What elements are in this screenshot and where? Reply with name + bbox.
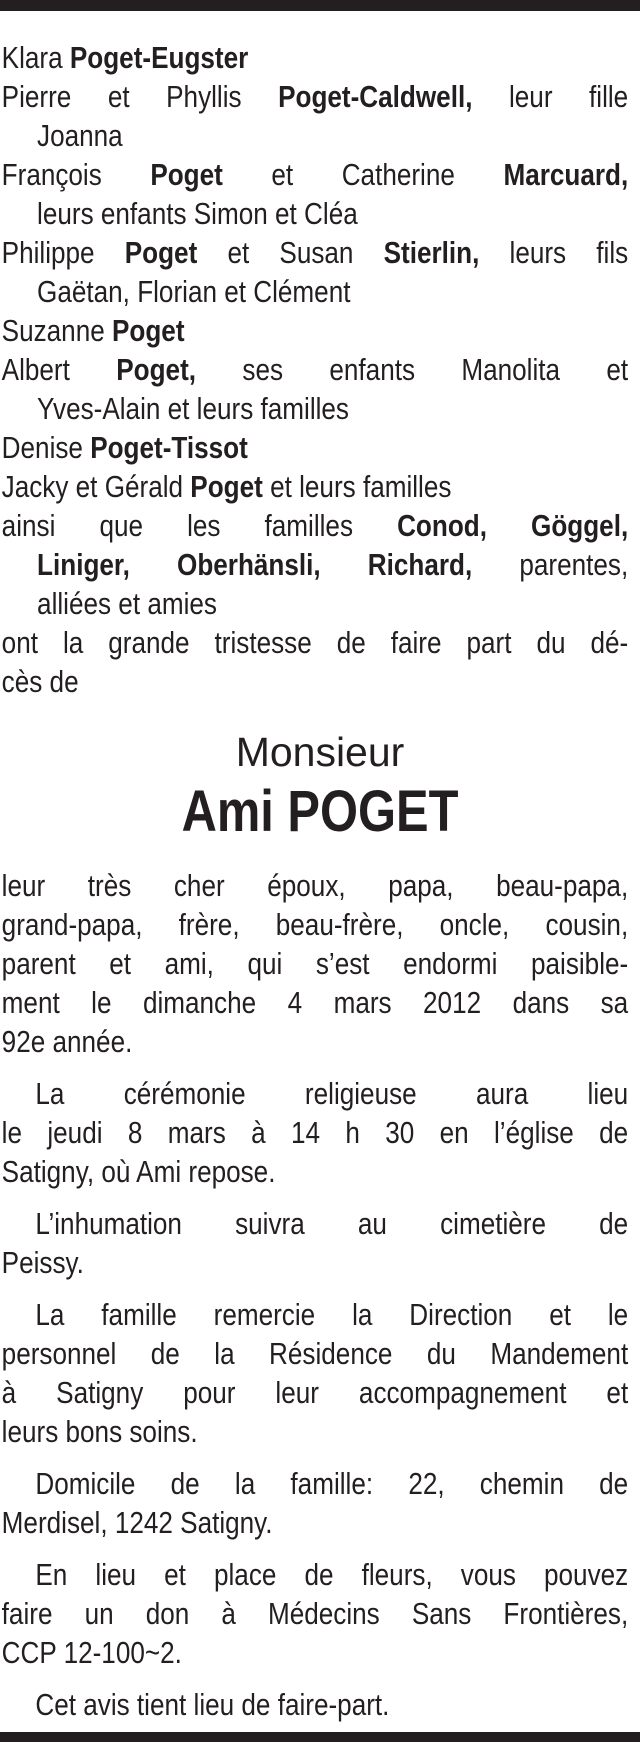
family-line: [2, 155, 629, 194]
name-text: ses enfants Manolita et: [196, 352, 629, 387]
family-line: [2, 545, 629, 584]
surname-bold: Stierlin,: [383, 235, 480, 270]
notice-body: [0, 866, 640, 1724]
name-text: alliées et amies: [37, 586, 217, 621]
body-paragraph: [2, 1685, 629, 1724]
surname-bold: Poget-Tissot: [90, 430, 248, 465]
surname-bold: Marcuard,: [503, 157, 629, 192]
text-line: faire un don à Médecins Sans Frontières,: [1, 1596, 629, 1631]
family-line: [2, 389, 629, 428]
text-line: le jeudi 8 mars à 14 h 30 en l’église de: [1, 1115, 629, 1150]
name-text: Jacky et Gérald: [1, 469, 191, 504]
name-text: Suzanne: [1, 313, 112, 348]
name-text: Yves-Alain et leurs familles: [37, 391, 349, 426]
name-text: Denise: [1, 430, 91, 465]
body-paragraph: [2, 1204, 629, 1282]
family-line: [2, 506, 629, 545]
family-line: [2, 77, 629, 116]
family-line: [2, 428, 629, 467]
name-text: Pierre et Phyllis: [1, 79, 279, 114]
text-line: Satigny, où Ami repose.: [1, 1154, 276, 1189]
name-text: leurs enfants Simon et Cléa: [37, 196, 358, 231]
text-line: La famille remercie la Direction et le: [35, 1297, 629, 1332]
family-list: [0, 38, 640, 701]
name-text: ainsi que les familles: [1, 508, 398, 543]
text-line: Merdisel, 1242 Satigny.: [1, 1505, 273, 1540]
family-line: [2, 272, 629, 311]
text-line: Domicile de la famille: 22, chemin de: [35, 1466, 629, 1501]
family-line: [2, 662, 629, 701]
bottom-rule: [0, 1732, 640, 1742]
text-line: Cet avis tient lieu de faire-part.: [35, 1687, 390, 1722]
text-line: En lieu et place de fleurs, vous pouvez: [35, 1557, 629, 1592]
family-line: [2, 116, 629, 155]
body-paragraph: [2, 866, 629, 1061]
name-text: ont la grande tristesse de faire part du dé-: [1, 625, 629, 660]
name-text: et leurs familles: [262, 469, 452, 504]
text-line: à Satigny pour leur accompagnement et: [1, 1375, 629, 1410]
text-line: 92e année.: [1, 1024, 133, 1059]
family-line: [2, 194, 629, 233]
family-line: [2, 350, 629, 389]
text-line: grand-papa, frère, beau-frère, oncle, cousin,: [1, 907, 629, 942]
family-line: [2, 311, 629, 350]
name-text: et Susan: [197, 235, 384, 270]
name-text: parentes,: [472, 547, 629, 582]
surname-bold: Poget: [124, 235, 198, 270]
name-text: François: [1, 157, 151, 192]
name-text: cès de: [1, 664, 79, 699]
body-paragraph: [2, 1464, 629, 1542]
body-paragraph: [2, 1295, 629, 1451]
name-text: Philippe: [1, 235, 125, 270]
name-text: et Catherine: [222, 157, 504, 192]
text-line: Peissy.: [1, 1245, 84, 1280]
deceased-name: Ami POGET: [181, 779, 459, 844]
surname-bold: Poget-Caldwell,: [278, 79, 473, 114]
name-and-body-wrap: [0, 781, 640, 1724]
family-line: [2, 623, 629, 662]
family-list-wrap: [0, 38, 640, 701]
surname-bold: Liniger, Oberhänsli, Richard,: [37, 547, 473, 582]
top-rule: [0, 0, 640, 11]
name-text: Joanna: [37, 118, 123, 153]
text-line: CCP 12-100~2.: [1, 1635, 182, 1670]
family-line: [2, 38, 629, 77]
text-line: L’inhumation suivra au cimetière de: [35, 1206, 629, 1241]
text-line: personnel de la Résidence du Mandement: [1, 1336, 629, 1371]
surname-bold: Poget: [190, 469, 263, 504]
body-paragraph: [2, 1074, 629, 1191]
text-line: La cérémonie religieuse aura lieu: [35, 1076, 629, 1111]
family-line: [2, 584, 629, 623]
surname-bold: Poget,: [116, 352, 197, 387]
honorific-title: Monsieur: [235, 729, 405, 775]
name-text: Gaëtan, Florian et Clément: [37, 274, 351, 309]
body-paragraph: [2, 1555, 629, 1672]
text-line: leurs bons soins.: [1, 1414, 198, 1449]
text-line: ment le dimanche 4 mars 2012 dans sa: [1, 985, 629, 1020]
surname-bold: Poget: [150, 157, 223, 192]
text-line: parent et ami, qui s’est endormi paisible-: [1, 946, 629, 981]
name-text: leur fille: [472, 79, 629, 114]
name-text: leurs fils: [479, 235, 629, 270]
surname-bold: Poget: [111, 313, 185, 348]
surname-bold: Poget-Eugster: [69, 40, 249, 75]
text-line: leur très cher époux, papa, beau-papa,: [1, 868, 629, 903]
family-line: [2, 467, 629, 506]
name-text: Albert: [1, 352, 117, 387]
surname-bold: Conod, Göggel,: [397, 508, 629, 543]
name-text: Klara: [1, 40, 70, 75]
family-line: [2, 233, 629, 272]
